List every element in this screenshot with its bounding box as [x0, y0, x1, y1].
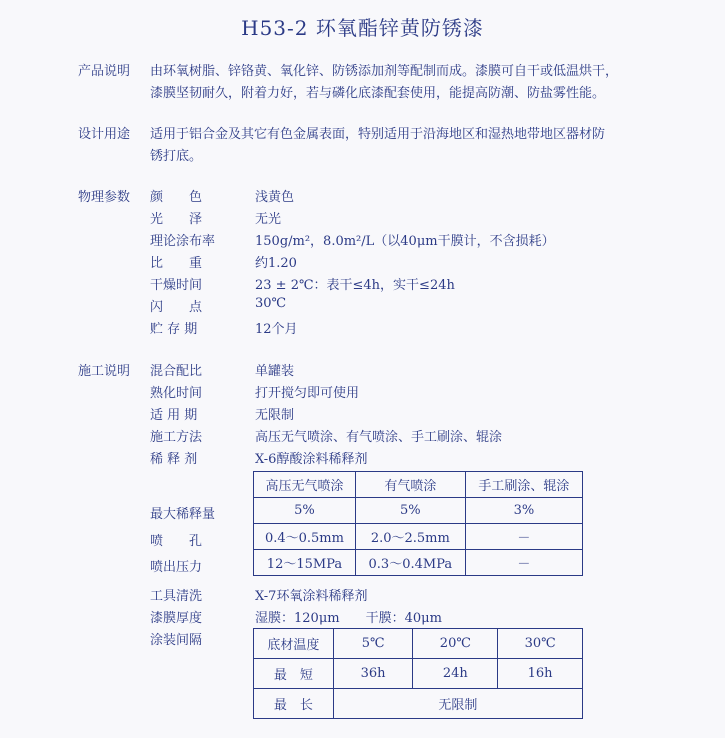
method-table-row-label: 喷出压力: [150, 560, 203, 575]
method-table-row-label: 喷 孔: [150, 534, 203, 549]
interval-table-cell: 最 长: [254, 689, 334, 719]
construction-param-value: 无限制: [255, 408, 295, 423]
product-text-line-1: 由环氧树脂、锌铬黄、氧化锌、防锈添加剂等配制而成。漆膜可自干或低温烘干，: [150, 64, 619, 79]
physical-param-value: 150g/m²，8.0m²/L（以40μm干膜计，不含损耗）: [255, 234, 555, 249]
construction-param-name: 适 用 期: [150, 408, 198, 423]
construction-param-name: 施工方法: [150, 430, 203, 445]
construction-section-label: 施工说明: [78, 364, 131, 379]
page-title: H53-2 环氧酯锌黄防锈漆: [241, 16, 484, 40]
construction-param-value: 湿膜：120μm 干膜：40μm: [255, 611, 442, 626]
physical-param-name: 闪 点: [150, 300, 203, 315]
method-table-cell: 3%: [465, 498, 582, 524]
construction-param-name: 漆膜厚度: [150, 611, 203, 626]
physical-param-value: 23 ± 2℃：表干≤4h，实干≤24h: [255, 278, 455, 293]
physical-param-name: 贮 存 期: [150, 322, 198, 337]
interval-table-cell: 最 短: [254, 659, 334, 689]
physical-param-name: 干燥时间: [150, 278, 203, 293]
method-table-cell: 5%: [254, 498, 356, 524]
construction-param-name: 涂装间隔: [150, 633, 203, 648]
physical-param-value: 无光: [255, 212, 282, 227]
interval-table-cell: 24h: [413, 659, 498, 689]
interval-table-cell: 无限制: [333, 689, 582, 719]
interval-table-header: 30℃: [498, 629, 583, 659]
physical-section-label: 物理参数: [78, 190, 131, 205]
method-table-cell: 2.0～2.5mm: [355, 524, 465, 550]
physical-param-value: 30℃: [255, 296, 287, 311]
interval-table-header: 20℃: [413, 629, 498, 659]
physical-param-name: 比 重: [150, 256, 203, 271]
product-section-label: 产品说明: [78, 64, 131, 79]
method-table-header: 有气喷涂: [355, 472, 465, 498]
physical-param-value: 浅黄色: [255, 190, 295, 205]
product-text-line-2: 漆膜坚韧耐久，附着力好，若与磷化底漆配套使用，能提高防潮、防盐雾性能。: [150, 86, 606, 101]
method-table-cell: 5%: [355, 498, 465, 524]
method-table-row-label: 最大稀释量: [150, 507, 216, 522]
method-table-cell: 0.4～0.5mm: [254, 524, 356, 550]
construction-param-name: 熟化时间: [150, 386, 203, 401]
construction-param-value: X-6醇酸涂料稀释剂: [255, 452, 368, 467]
method-table-cell: －: [465, 550, 582, 576]
physical-param-name: 理论涂布率: [150, 234, 216, 249]
method-table-cell: 12～15MPa: [254, 550, 356, 576]
physical-param-value: 约1.20: [255, 256, 297, 271]
interval-table-header: 底材温度: [254, 629, 334, 659]
construction-param-name: 稀 释 剂: [150, 452, 198, 467]
interval-table: [253, 628, 583, 719]
design-text-line-2: 锈打底。: [150, 149, 203, 164]
construction-param-value: X-7环氧涂料稀释剂: [255, 589, 368, 604]
interval-table-header: 5℃: [333, 629, 413, 659]
construction-param-value: 单罐装: [255, 364, 295, 379]
method-table: [253, 471, 583, 576]
method-table-cell: －: [465, 524, 582, 550]
physical-param-name: 光 泽: [150, 212, 203, 227]
interval-table-cell: 16h: [498, 659, 583, 689]
construction-param-value: 打开搅匀即可使用: [255, 386, 360, 401]
construction-param-name: 工具清洗: [150, 589, 203, 604]
construction-param-value: 高压无气喷涂、有气喷涂、手工刷涂、辊涂: [255, 430, 503, 445]
design-text-line-1: 适用于铝合金及其它有色金属表面，特别适用于沿海地区和湿热地带地区器材防: [150, 127, 606, 142]
method-table-header: 高压无气喷涂: [254, 472, 356, 498]
design-section-label: 设计用途: [78, 127, 131, 142]
method-table-cell: 0.3～0.4MPa: [355, 550, 465, 576]
interval-table-cell: 36h: [333, 659, 413, 689]
construction-param-name: 混合配比: [150, 364, 203, 379]
physical-param-name: 颜 色: [150, 190, 203, 205]
physical-param-value: 12个月: [255, 322, 298, 337]
method-table-header: 手工刷涂、辊涂: [465, 472, 582, 498]
